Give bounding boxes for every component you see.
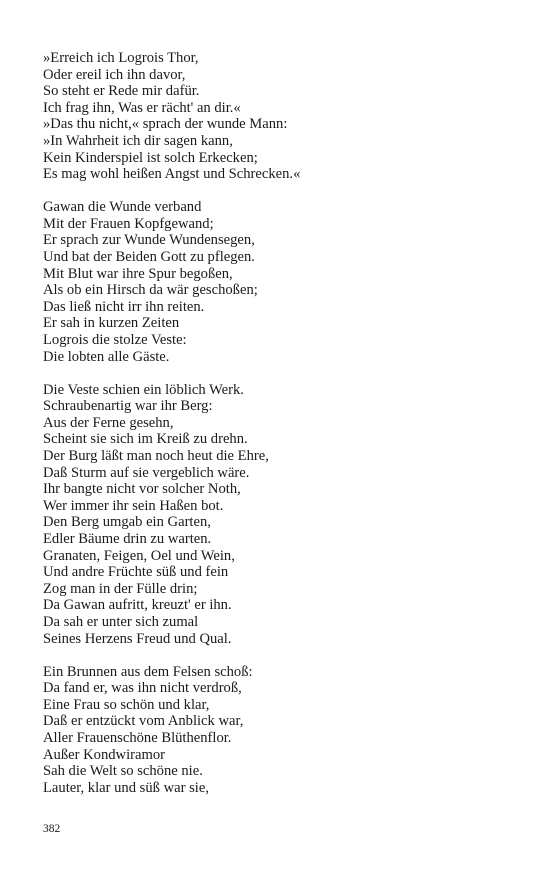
verse-line: Sah die Welt so schöne nie. xyxy=(43,763,203,780)
verse-line: Er sprach zur Wunde Wundensegen, xyxy=(43,232,255,249)
verse-line: »Erreich ich Logrois Thor, xyxy=(43,50,199,66)
verse-line: Gawan die Wunde verband xyxy=(43,199,202,216)
verse-line: Den Berg umgab ein Garten, xyxy=(43,514,211,531)
verse-line: Und bat der Beiden Gott zu pflegen. xyxy=(43,249,255,266)
verse-line: Daß Sturm auf sie vergeblich wäre. xyxy=(43,464,250,481)
verse-line: Da sah er unter sich zumal xyxy=(43,614,199,630)
verse-line: Aller Frauenschöne Blüthenflor. xyxy=(43,730,232,747)
verse-line: Logrois die stolze Veste: xyxy=(43,332,187,348)
verse-line: »In Wahrheit ich dir sagen kann, xyxy=(43,132,233,149)
poem-text xyxy=(43,50,503,813)
verse-line: Die lobten alle Gäste. xyxy=(43,348,170,365)
verse-line: Oder ereil ich ihn davor, xyxy=(43,66,186,83)
verse-line: Ein Brunnen aus dem Felsen schoß: xyxy=(43,663,253,680)
verse-line: Es mag wohl heißen Angst und Schrecken.« xyxy=(43,166,301,183)
page-number: 382 xyxy=(43,823,61,835)
verse-line: Aus der Ferne gesehn, xyxy=(43,414,174,431)
verse-line: Das ließ nicht irr ihn reiten. xyxy=(43,298,205,315)
verse-line: Eine Frau so schön und klar, xyxy=(43,696,210,713)
stanza-1 xyxy=(43,50,503,183)
stanza-3 xyxy=(43,382,503,648)
verse-line: Da fand er, was ihn nicht verdroß, xyxy=(43,680,242,697)
stanza-4 xyxy=(43,664,503,797)
verse-line: Schraubenartig war ihr Berg: xyxy=(43,398,213,415)
verse-line: Als ob ein Hirsch da wär geschoßen; xyxy=(43,282,258,299)
verse-line: Scheint sie sich im Kreiß zu drehn. xyxy=(43,431,248,448)
verse-line: Daß er entzückt vom Anblick war, xyxy=(43,713,244,730)
verse-line: Mit der Frauen Kopfgewand; xyxy=(43,215,214,232)
verse-line: Da Gawan aufritt, kreuzt' er ihn. xyxy=(43,597,232,614)
verse-line: »Das thu nicht,« sprach der wunde Mann: xyxy=(43,116,288,133)
verse-line: Außer Kondwiramor xyxy=(43,746,165,763)
verse-line: Mit Blut war ihre Spur begoßen, xyxy=(43,265,233,282)
verse-line: Zog man in der Fülle drin; xyxy=(43,580,198,597)
verse-line: Die Veste schien ein löblich Werk. xyxy=(43,381,244,398)
verse-line: Der Burg läßt man noch heut die Ehre, xyxy=(43,448,269,465)
verse-line: Granaten, Feigen, Oel und Wein, xyxy=(43,547,235,564)
verse-line: Lauter, klar und süß war sie, xyxy=(43,779,209,796)
verse-line: Und andre Früchte süß und fein xyxy=(43,564,229,581)
verse-line: Kein Kinderspiel ist solch Erkecken; xyxy=(43,149,258,166)
verse-line: Ihr bangte nicht vor solcher Noth, xyxy=(43,481,241,498)
verse-line: Edler Bäume drin zu warten. xyxy=(43,531,212,548)
verse-line: Seines Herzens Freud und Qual. xyxy=(43,630,232,647)
verse-line: So steht er Rede mir dafür. xyxy=(43,83,200,100)
stanza-2 xyxy=(43,199,503,365)
verse-line: Wer immer ihr sein Haßen bot. xyxy=(43,497,224,514)
verse-line: Ich frag ihn, Was er rächt' an dir.« xyxy=(43,99,241,116)
verse-line: Er sah in kurzen Zeiten xyxy=(43,315,180,332)
